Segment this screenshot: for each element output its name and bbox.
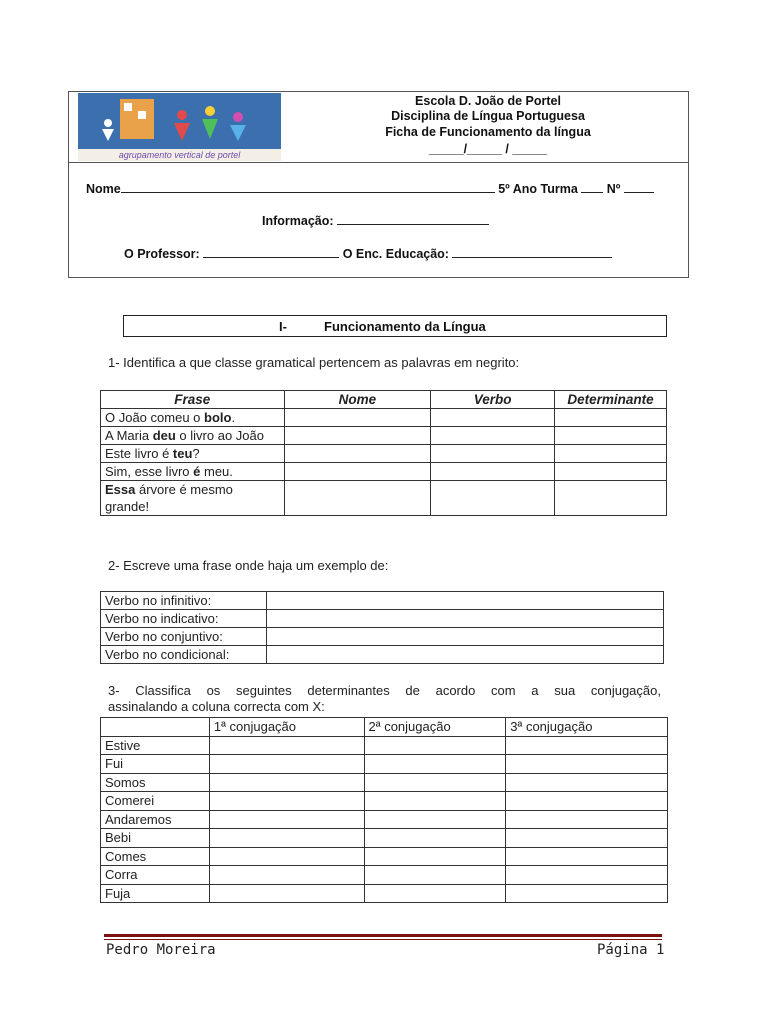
sentence-text: ? [192,446,200,461]
answer-cell[interactable] [431,427,555,445]
mark-cell[interactable] [209,773,364,792]
verb-cell: Fui [101,755,210,774]
teacher-blank[interactable] [203,246,339,258]
answer-cell[interactable] [431,481,555,516]
answer-cell[interactable] [431,445,555,463]
sentence-text: Sim, esse livro [105,464,194,479]
school-logo [78,93,281,161]
table-row [101,866,668,885]
school-name: Escola D. João de Portel [415,94,561,108]
sentence-answer-cell[interactable] [266,592,663,610]
col-determinante: Determinante [555,391,667,409]
page-label: Página [597,942,648,958]
table-row [101,427,667,445]
class-blank[interactable] [581,181,603,193]
verb-cell: Bebi [101,829,210,848]
answer-cell[interactable] [284,481,431,516]
info-field-row [262,213,489,228]
col-frase: Frase [101,391,285,409]
table-row [101,829,668,848]
page-number: 1 [656,942,665,958]
mark-cell[interactable] [506,847,668,866]
sentence-cell [101,427,285,445]
mark-cell[interactable] [209,847,364,866]
footer-rule-thin [104,939,662,940]
verb-form-label: Verbo no condicional: [101,646,267,664]
answer-cell[interactable] [431,409,555,427]
section-title-box [123,315,667,337]
answer-cell[interactable] [555,445,667,463]
verb-cell: Estive [101,736,210,755]
year-label: 5º Ano Turma [498,182,578,196]
col-1-conjugacao: 1ª conjugação [209,718,364,737]
mark-cell[interactable] [506,736,668,755]
sentence-text: meu. [200,464,233,479]
sentence-cell [101,409,285,427]
mark-cell[interactable] [209,829,364,848]
table-header-row [101,718,668,737]
mark-cell[interactable] [506,884,668,903]
section-number: I- [279,319,287,334]
mark-cell[interactable] [506,792,668,811]
bold-word: bolo [204,410,232,425]
footer-page [597,942,664,958]
mark-cell[interactable] [506,866,668,885]
verb-cell: Andaremos [101,810,210,829]
verb-form-label: Verbo no conjuntivo: [101,628,267,646]
table-row [101,481,667,516]
mark-cell[interactable] [209,755,364,774]
sentence-answer-cell[interactable] [266,628,663,646]
name-field-row [86,181,654,196]
sentence-answer-cell[interactable] [266,610,663,628]
sheet-title: Ficha de Funcionamento da língua [385,125,591,139]
col-3-conjugacao: 3ª conjugação [506,718,668,737]
footer-rule-thick [104,934,662,937]
question-2-prompt: 2- Escreve uma frase onde haja um exemplo de: [108,558,389,573]
mark-cell[interactable] [364,736,506,755]
answer-cell[interactable] [555,463,667,481]
verb-cell: Somos [101,773,210,792]
mark-cell[interactable] [209,792,364,811]
table-row [101,755,668,774]
answer-cell[interactable] [555,409,667,427]
answer-cell[interactable] [555,427,667,445]
table-row [101,628,664,646]
question-1-table [100,390,667,516]
mark-cell[interactable] [364,755,506,774]
mark-cell[interactable] [364,773,506,792]
info-blank[interactable] [337,213,489,225]
teacher-label: O Professor: [124,247,200,261]
name-label: Nome [86,182,121,196]
signature-field-row [124,246,612,261]
name-blank[interactable] [121,181,495,193]
bold-word: deu [152,428,176,443]
number-blank[interactable] [624,181,654,193]
col-nome: Nome [284,391,431,409]
mark-cell[interactable] [364,847,506,866]
logo-artwork-icon [78,93,281,149]
table-row [101,736,668,755]
mark-cell[interactable] [506,755,668,774]
table-row [101,773,668,792]
table-header-row [101,391,667,409]
question-3-table [100,717,668,903]
table-row [101,792,668,811]
guardian-label: O Enc. Educação: [342,247,449,261]
sentence-cell [101,463,285,481]
verb-cell: Comes [101,847,210,866]
mark-cell[interactable] [364,810,506,829]
question-1-prompt: 1- Identifica a que classe gramatical pertencem as palavras em negrito: [108,355,520,370]
col-verbo: Verbo [431,391,555,409]
question-3-prompt-line1: 3- Classifica os seguintes determinantes de acordo com a sua conjugação, [108,683,661,698]
mark-cell[interactable] [506,829,668,848]
discipline-name: Disciplina de Língua Portuguesa [391,109,585,123]
verb-form-label: Verbo no infinitivo: [101,592,267,610]
sentence-text: Este livro é [105,446,173,461]
table-row [101,445,667,463]
col-2-conjugacao: 2ª conjugação [364,718,506,737]
mark-cell[interactable] [364,829,506,848]
bold-word: teu [172,446,193,461]
table-row [101,409,667,427]
answer-cell[interactable] [284,445,431,463]
verb-cell: Comerei [101,792,210,811]
header-divider [68,162,689,163]
table-row [101,610,664,628]
verb-cell: Corra [101,866,210,885]
answer-cell[interactable] [431,463,555,481]
bold-word: Essa [105,482,136,497]
number-label: Nº [606,182,621,196]
answer-cell[interactable] [284,409,431,427]
guardian-blank[interactable] [452,246,612,258]
bold-word: é [193,464,201,479]
question-2-table [100,591,664,664]
mark-cell[interactable] [209,736,364,755]
table-row [101,847,668,866]
mark-cell[interactable] [506,810,668,829]
mark-cell[interactable] [209,810,364,829]
mark-cell[interactable] [364,884,506,903]
mark-cell[interactable] [506,773,668,792]
sentence-text: o livro ao João [175,428,264,443]
footer-author: Pedro Moreira [106,942,216,958]
verb-form-label: Verbo no indicativo: [101,610,267,628]
answer-cell[interactable] [555,481,667,516]
mark-cell[interactable] [364,792,506,811]
mark-cell[interactable] [364,866,506,885]
sentence-answer-cell[interactable] [266,646,663,664]
table-row [101,884,668,903]
verb-cell: Fuja [101,884,210,903]
sentence-cell [101,481,285,516]
mark-cell[interactable] [209,866,364,885]
section-title: Funcionamento da Língua [324,319,486,334]
table-row [101,646,664,664]
sentence-text: . [231,410,236,425]
logo-caption: agrupamento vertical de portel [78,149,281,161]
table-row [101,810,668,829]
sentence-text: A Maria [105,428,153,443]
info-label: Informação: [262,214,334,228]
table-row [101,592,664,610]
mark-cell[interactable] [209,884,364,903]
answer-cell[interactable] [284,427,431,445]
date-line: _____/_____ / _____ [428,142,548,156]
sentence-cell [101,445,285,463]
table-row [101,463,667,481]
question-3-prompt-line2: assinalando a coluna correcta com X: [108,699,325,714]
sentence-text: árvore é mesmo grande! [105,482,233,514]
corner-cell [101,718,210,737]
answer-cell[interactable] [284,463,431,481]
sentence-text: O João comeu o [105,410,204,425]
